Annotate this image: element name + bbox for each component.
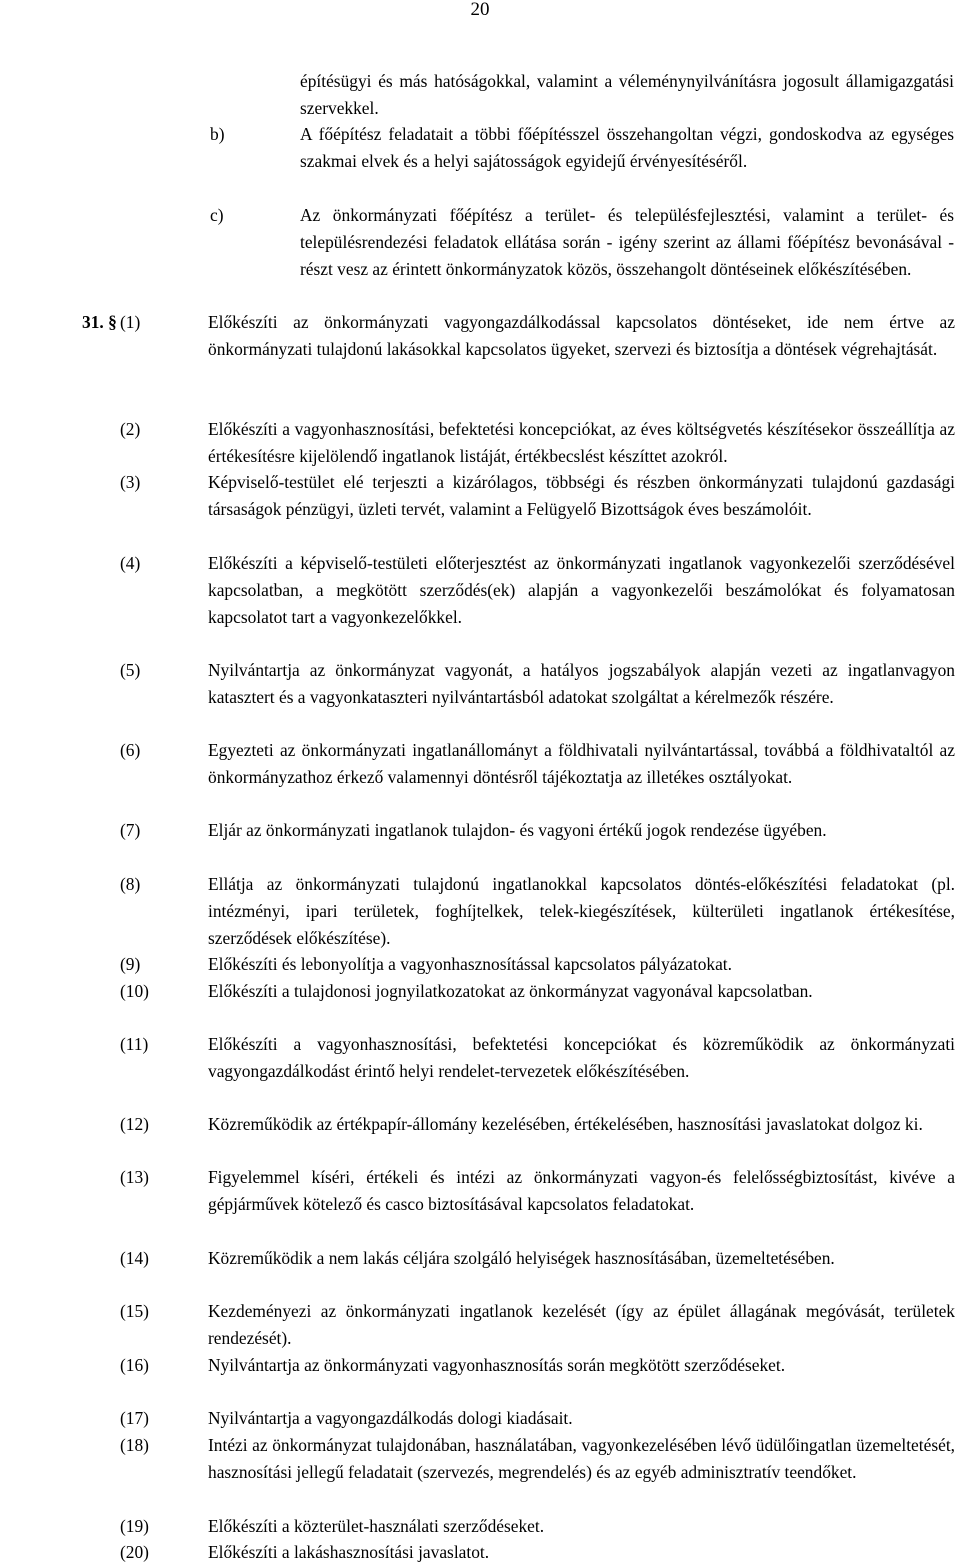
page-number: 20 (470, 0, 490, 20)
item-text: Előkészíti a lakáshasznosítási javaslatot. (208, 1542, 490, 1562)
intro-continuation: építésügyi és más hatóságokkal, valamint a véleménynyilvánításra jogosult államigazgatási szervekkel. (300, 71, 954, 118)
item-label: (11) (120, 1034, 149, 1054)
section-label: 31. § (82, 312, 117, 332)
item-label: (2) (120, 419, 141, 439)
item-text: Közreműködik a nem lakás céljára szolgáló helyiségek hasznosításában, üzemeltetésében. (208, 1248, 835, 1268)
item-label: (14) (120, 1248, 149, 1268)
subitem-label: b) (210, 124, 225, 144)
item-text: Előkészíti a képviselő-testületi előterjesztést az önkormányzati ingatlanok vagyonkezelői szerződésével kapcsolatban, a megkötött szerződés(ek) alapján a vagyonkezelői beszámolókat és folyamatosan kapcsolatot tart a vagyonkezelőkkel. (208, 553, 955, 627)
item-label: (13) (120, 1167, 149, 1187)
item-text: Egyezteti az önkormányzati ingatlanállományt a földhivatali nyilvántartással, továbbá a földhivataltól az önkormányzathoz érkező valamennyi döntésről tájékoztatja az illetékes osztályokat. (208, 740, 955, 787)
item-text: Ellátja az önkormányzati tulajdonú ingatlanokkal kapcsolatos döntés-előkészítési feladatokat (pl. intézményi, ipari területek, foghíjtelkek, telek-kiegészítések, külterületi ingatlanok értékesítése, szerződések előkészítése). (208, 874, 955, 948)
item-text: Közreműködik az értékpapír-állomány kezelésében, értékelésében, hasznosítási javaslatokat dolgoz ki. (208, 1114, 923, 1134)
item-text: Nyilvántartja az önkormányzati vagyonhasznosítás során megkötött szerződéseket. (208, 1355, 786, 1375)
item-label: (8) (120, 874, 141, 894)
item-label: (17) (120, 1408, 149, 1428)
item-label: (6) (120, 740, 141, 760)
item-text: Nyilvántartja a vagyongazdálkodás dologi kiadásait. (208, 1408, 573, 1428)
subitem-text: A főépítész feladatait a többi főépítésszel összehangoltan végzi, gondoskodva az egységes szakmai elvek és a helyi sajátosságok egyidejű érvényesítéséről. (300, 124, 954, 171)
item-text: Előkészíti az önkormányzati vagyongazdálkodással kapcsolatos döntéseket, ide nem értve az önkormányzati tulajdonú lakásokkal kapcsolatos ügyeket, szervezi és biztosítja a döntések végrehajtását. (208, 312, 955, 359)
item-label: (10) (120, 981, 149, 1001)
item-text: Nyilvántartja az önkormányzat vagyonát, a hatályos jogszabályok alapján vezeti az ingatlanvagyon katasztert és a vagyonkataszteri nyilvántartásból adatokat szolgáltat a kérelmezők részére. (208, 660, 955, 707)
item-label: (15) (120, 1301, 149, 1321)
item-label: (20) (120, 1542, 149, 1562)
item-text: Figyelemmel kíséri, értékeli és intézi az önkormányzati vagyon-és felelősségbiztosítást, kivéve a gépjárművek kötelező és casco biztosításával kapcsolatos feladatokat. (208, 1167, 955, 1214)
item-label: (12) (120, 1114, 149, 1134)
subitem-text: Az önkormányzati főépítész a terület- és településfejlesztési, valamint a terület- és településrendezési feladatok ellátása során - igény szerint az állami főépítész bevonásával - részt vesz az érintett önkormányzatok közös, összehangolt döntéseinek előkészítésében. (300, 205, 954, 279)
item-text: Eljár az önkormányzati ingatlanok tulajdon- és vagyoni értékű jogok rendezése ügyében. (208, 820, 827, 840)
item-text: Kezdeményezi az önkormányzati ingatlanok kezelését (így az épület állagának megóvását, területek rendezését). (208, 1301, 955, 1348)
item-label: (5) (120, 660, 141, 680)
item-text: Előkészíti a közterület-használati szerződéseket. (208, 1516, 545, 1536)
item-text: Intézi az önkormányzat tulajdonában, használatában, vagyonkezelésében lévő üdülőingatlan üzemeltetését, hasznosítási jellegű feladatait (szervezés, megrendelés) és az egyéb adminisztratív teendőket. (208, 1435, 955, 1482)
item-label: (4) (120, 553, 141, 573)
item-label: (7) (120, 820, 141, 840)
item-text: Előkészíti és lebonyolítja a vagyonhasznosítással kapcsolatos pályázatokat. (208, 954, 732, 974)
item-label: (3) (120, 472, 141, 492)
subitem-label: c) (210, 205, 224, 225)
item-label: (19) (120, 1516, 149, 1536)
item-text: Előkészíti a vagyonhasznosítási, befektetési koncepciókat és közreműködik az önkormányzati vagyongazdálkodást érintő helyi rendelet-tervezetek előkészítésében. (208, 1034, 955, 1081)
item-text: Előkészíti a tulajdonosi jognyilatkozatokat az önkormányzat vagyonával kapcsolatban. (208, 981, 813, 1001)
item-text: Képviselő-testület elé terjeszti a kizárólagos, többségi és részben önkormányzati tulajdonú gazdasági társaságok pénzügyi, üzleti tervét, valamint a Felügyelő Bizottságok éves beszámolóit. (208, 472, 955, 519)
item-label: (16) (120, 1355, 149, 1375)
item-text: Előkészíti a vagyonhasznosítási, befektetési koncepciókat, az éves költségvetés készítésekor összeállítja az értékesítésre kijelölendő ingatlanok listáját, értékbecslést készíttet azokról. (208, 419, 955, 466)
item-label: (1) (120, 312, 141, 332)
item-label: (18) (120, 1435, 149, 1455)
item-label: (9) (120, 954, 141, 974)
